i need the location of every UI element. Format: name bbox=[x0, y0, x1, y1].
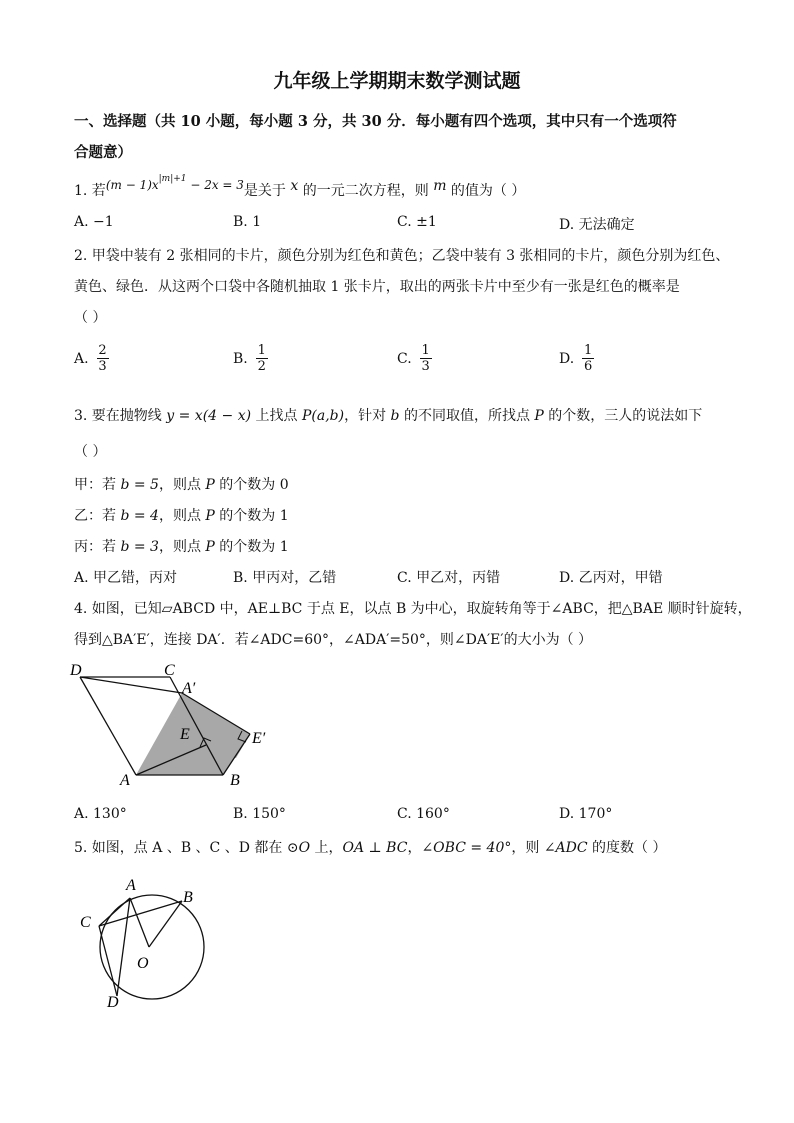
q2-option-c-fraction bbox=[420, 343, 432, 374]
segment-da1 bbox=[80, 677, 182, 693]
q1-prefix: 1. 若 bbox=[74, 183, 106, 199]
section-heading-line2: 合题意） bbox=[74, 144, 132, 161]
label-e: E bbox=[180, 726, 190, 743]
statement-mid: ，则点 bbox=[158, 477, 206, 493]
statement-mid: ，则点 bbox=[158, 539, 206, 555]
label-c: C bbox=[164, 662, 175, 679]
statement-condition: b = 4 bbox=[120, 508, 159, 524]
label-b: B bbox=[230, 772, 240, 789]
q1-option-b: B. 1 bbox=[233, 214, 262, 230]
label-a: A bbox=[126, 877, 136, 894]
q2-option-b-label: B. bbox=[233, 350, 248, 367]
statement-point: P bbox=[205, 477, 215, 493]
label-d: D bbox=[70, 662, 82, 679]
q3-text-b: 上找点 bbox=[251, 408, 302, 424]
question-2-line3: （ ） bbox=[74, 310, 107, 326]
q2-option-c-label: C. bbox=[397, 350, 412, 367]
q5-target-angle: ∠ADC bbox=[543, 840, 588, 856]
q4-parallelogram-figure bbox=[68, 655, 288, 795]
q1-option-c: C. ±1 bbox=[397, 214, 437, 230]
q1-exponent: |m|+1 bbox=[158, 174, 187, 185]
q2-option-d-label: D. bbox=[559, 350, 575, 367]
q5-condition-angle: ∠OBC = 40° bbox=[421, 840, 512, 856]
page-title: 九年级上学期期末数学测试题 bbox=[273, 70, 521, 92]
question-4-line2: 得到△BA′E′，连接 DA′．若∠ADC=60°，∠ADA′=50°，则∠DA′E′的大小为（ ） bbox=[74, 632, 593, 648]
question-1-stem bbox=[74, 174, 526, 200]
q5-condition-perpendicular: OA ⊥ BC bbox=[342, 840, 408, 856]
statement-point: P bbox=[205, 539, 215, 555]
label-o: O bbox=[137, 955, 149, 972]
question-4-line1: 4. 如图，已知▱ABCD 中，AE⊥BC 于点 E，以点 B 为中心，取旋转角等于∠ABC，把△BAE 顺时针旋转， bbox=[74, 601, 752, 617]
q3-option-c: C. 甲乙对，丙错 bbox=[397, 570, 501, 586]
q1-suffix: 的值为（ ） bbox=[446, 183, 526, 199]
q4-option-a: A. 130° bbox=[74, 806, 127, 822]
q1-mid: 是关于 bbox=[243, 183, 291, 199]
question-2-line2: 黄色、绿色．从这两个口袋中各随机抽取 1 张卡片，取出的两张卡片中至少有一张是红色的概率是 bbox=[74, 279, 680, 295]
q3-statement-jia bbox=[74, 474, 289, 494]
section-heading-line1: 一、选择题（共 10 小题，每小题 3 分，共 30 分．每小题有四个选项，其中只有一个选项符 bbox=[74, 113, 677, 130]
segment-da bbox=[117, 898, 130, 996]
q2-option-b-den: 2 bbox=[257, 359, 266, 374]
q1-var-m: m bbox=[433, 178, 447, 194]
q2-option-c-den: 3 bbox=[421, 359, 430, 374]
q4-option-d: D. 170° bbox=[559, 806, 613, 822]
q3-statement-bing bbox=[74, 536, 289, 556]
q3-var-p: P bbox=[534, 408, 544, 424]
q2-option-d bbox=[559, 343, 594, 374]
q2-option-a-fraction bbox=[97, 343, 109, 374]
q3-text-e: 的个数，三人的说法如下 bbox=[543, 408, 703, 424]
q1-mid2: 的一元二次方程，则 bbox=[298, 183, 434, 199]
label-a: A bbox=[120, 772, 130, 789]
question-5-stem bbox=[74, 837, 667, 857]
q2-option-d-den: 6 bbox=[584, 359, 593, 374]
q3-option-b: B. 甲丙对，乙错 bbox=[233, 570, 337, 586]
segment-ob bbox=[149, 901, 182, 947]
q3-option-a: A. 甲乙错，丙对 bbox=[74, 570, 178, 586]
q2-option-c-num: 1 bbox=[421, 343, 430, 358]
label-c: C bbox=[80, 914, 91, 931]
statement-condition: b = 3 bbox=[120, 539, 159, 555]
statement-tail: 的个数为 0 bbox=[214, 477, 289, 493]
question-2-line1: 2. 甲袋中装有 2 张相同的卡片，颜色分别为红色和黄色；乙袋中装有 3 张相同的卡片，颜色分别为红色、 bbox=[74, 248, 730, 264]
q3-var-b: b bbox=[390, 408, 400, 424]
q2-option-d-num: 1 bbox=[584, 343, 593, 358]
q5-circle-figure bbox=[72, 870, 222, 1015]
q5-text-d: ，则 bbox=[511, 840, 544, 856]
q2-option-a bbox=[74, 343, 109, 374]
q1-expr2: − 2x = 3 bbox=[186, 178, 244, 192]
q4-option-c: C. 160° bbox=[397, 806, 450, 822]
q2-option-a-den: 3 bbox=[98, 359, 107, 374]
q3-point: P(a,b) bbox=[301, 408, 345, 424]
q3-text-c: ，针对 bbox=[344, 408, 391, 424]
label-b: B bbox=[183, 889, 193, 906]
q2-option-b-fraction bbox=[256, 343, 268, 374]
q3-parabola-expr: y = x(4 − x) bbox=[166, 408, 252, 424]
q4-option-b: B. 150° bbox=[233, 806, 286, 822]
segment-da bbox=[80, 677, 136, 775]
statement-speaker: 乙：若 bbox=[74, 508, 121, 524]
statement-speaker: 丙：若 bbox=[74, 539, 121, 555]
q2-option-a-num: 2 bbox=[98, 343, 107, 358]
q1-option-a: A. −1 bbox=[74, 214, 114, 230]
q5-text-e: 的度数（ ） bbox=[587, 840, 667, 856]
q2-option-b bbox=[233, 343, 268, 374]
label-a-prime: A′ bbox=[182, 680, 196, 697]
q2-option-d-fraction bbox=[582, 343, 594, 374]
q5-circle-o: O bbox=[298, 840, 311, 856]
statement-condition: b = 5 bbox=[120, 477, 159, 493]
q5-text-a: 5. 如图，点 A 、B 、C 、D 都在 ⊙ bbox=[74, 840, 299, 856]
q1-option-d: D. 无法确定 bbox=[559, 217, 635, 233]
question-3-line1 bbox=[74, 405, 702, 425]
q3-statement-yi bbox=[74, 505, 289, 525]
segment-ao bbox=[130, 898, 149, 947]
label-e-prime: E′ bbox=[252, 730, 266, 747]
q3-text-d: 的不同取值，所找点 bbox=[399, 408, 535, 424]
statement-tail: 的个数为 1 bbox=[214, 539, 289, 555]
statement-mid: ，则点 bbox=[158, 508, 206, 524]
q3-text-a: 3. 要在抛物线 bbox=[74, 408, 167, 424]
q2-option-c bbox=[397, 343, 432, 374]
statement-tail: 的个数为 1 bbox=[214, 508, 289, 524]
question-3-line2: （ ） bbox=[74, 444, 107, 460]
q5-text-c: ， bbox=[407, 840, 422, 856]
statement-speaker: 甲：若 bbox=[74, 477, 121, 493]
statement-point: P bbox=[205, 508, 215, 524]
q1-var-x: x bbox=[290, 178, 299, 194]
q2-option-b-num: 1 bbox=[257, 343, 266, 358]
label-d: D bbox=[107, 994, 119, 1011]
q2-option-a-label: A. bbox=[74, 350, 89, 367]
q3-option-d: D. 乙丙对，甲错 bbox=[559, 570, 663, 586]
q5-text-b: 上， bbox=[310, 840, 343, 856]
q1-expr: (m − 1)x bbox=[105, 178, 159, 192]
